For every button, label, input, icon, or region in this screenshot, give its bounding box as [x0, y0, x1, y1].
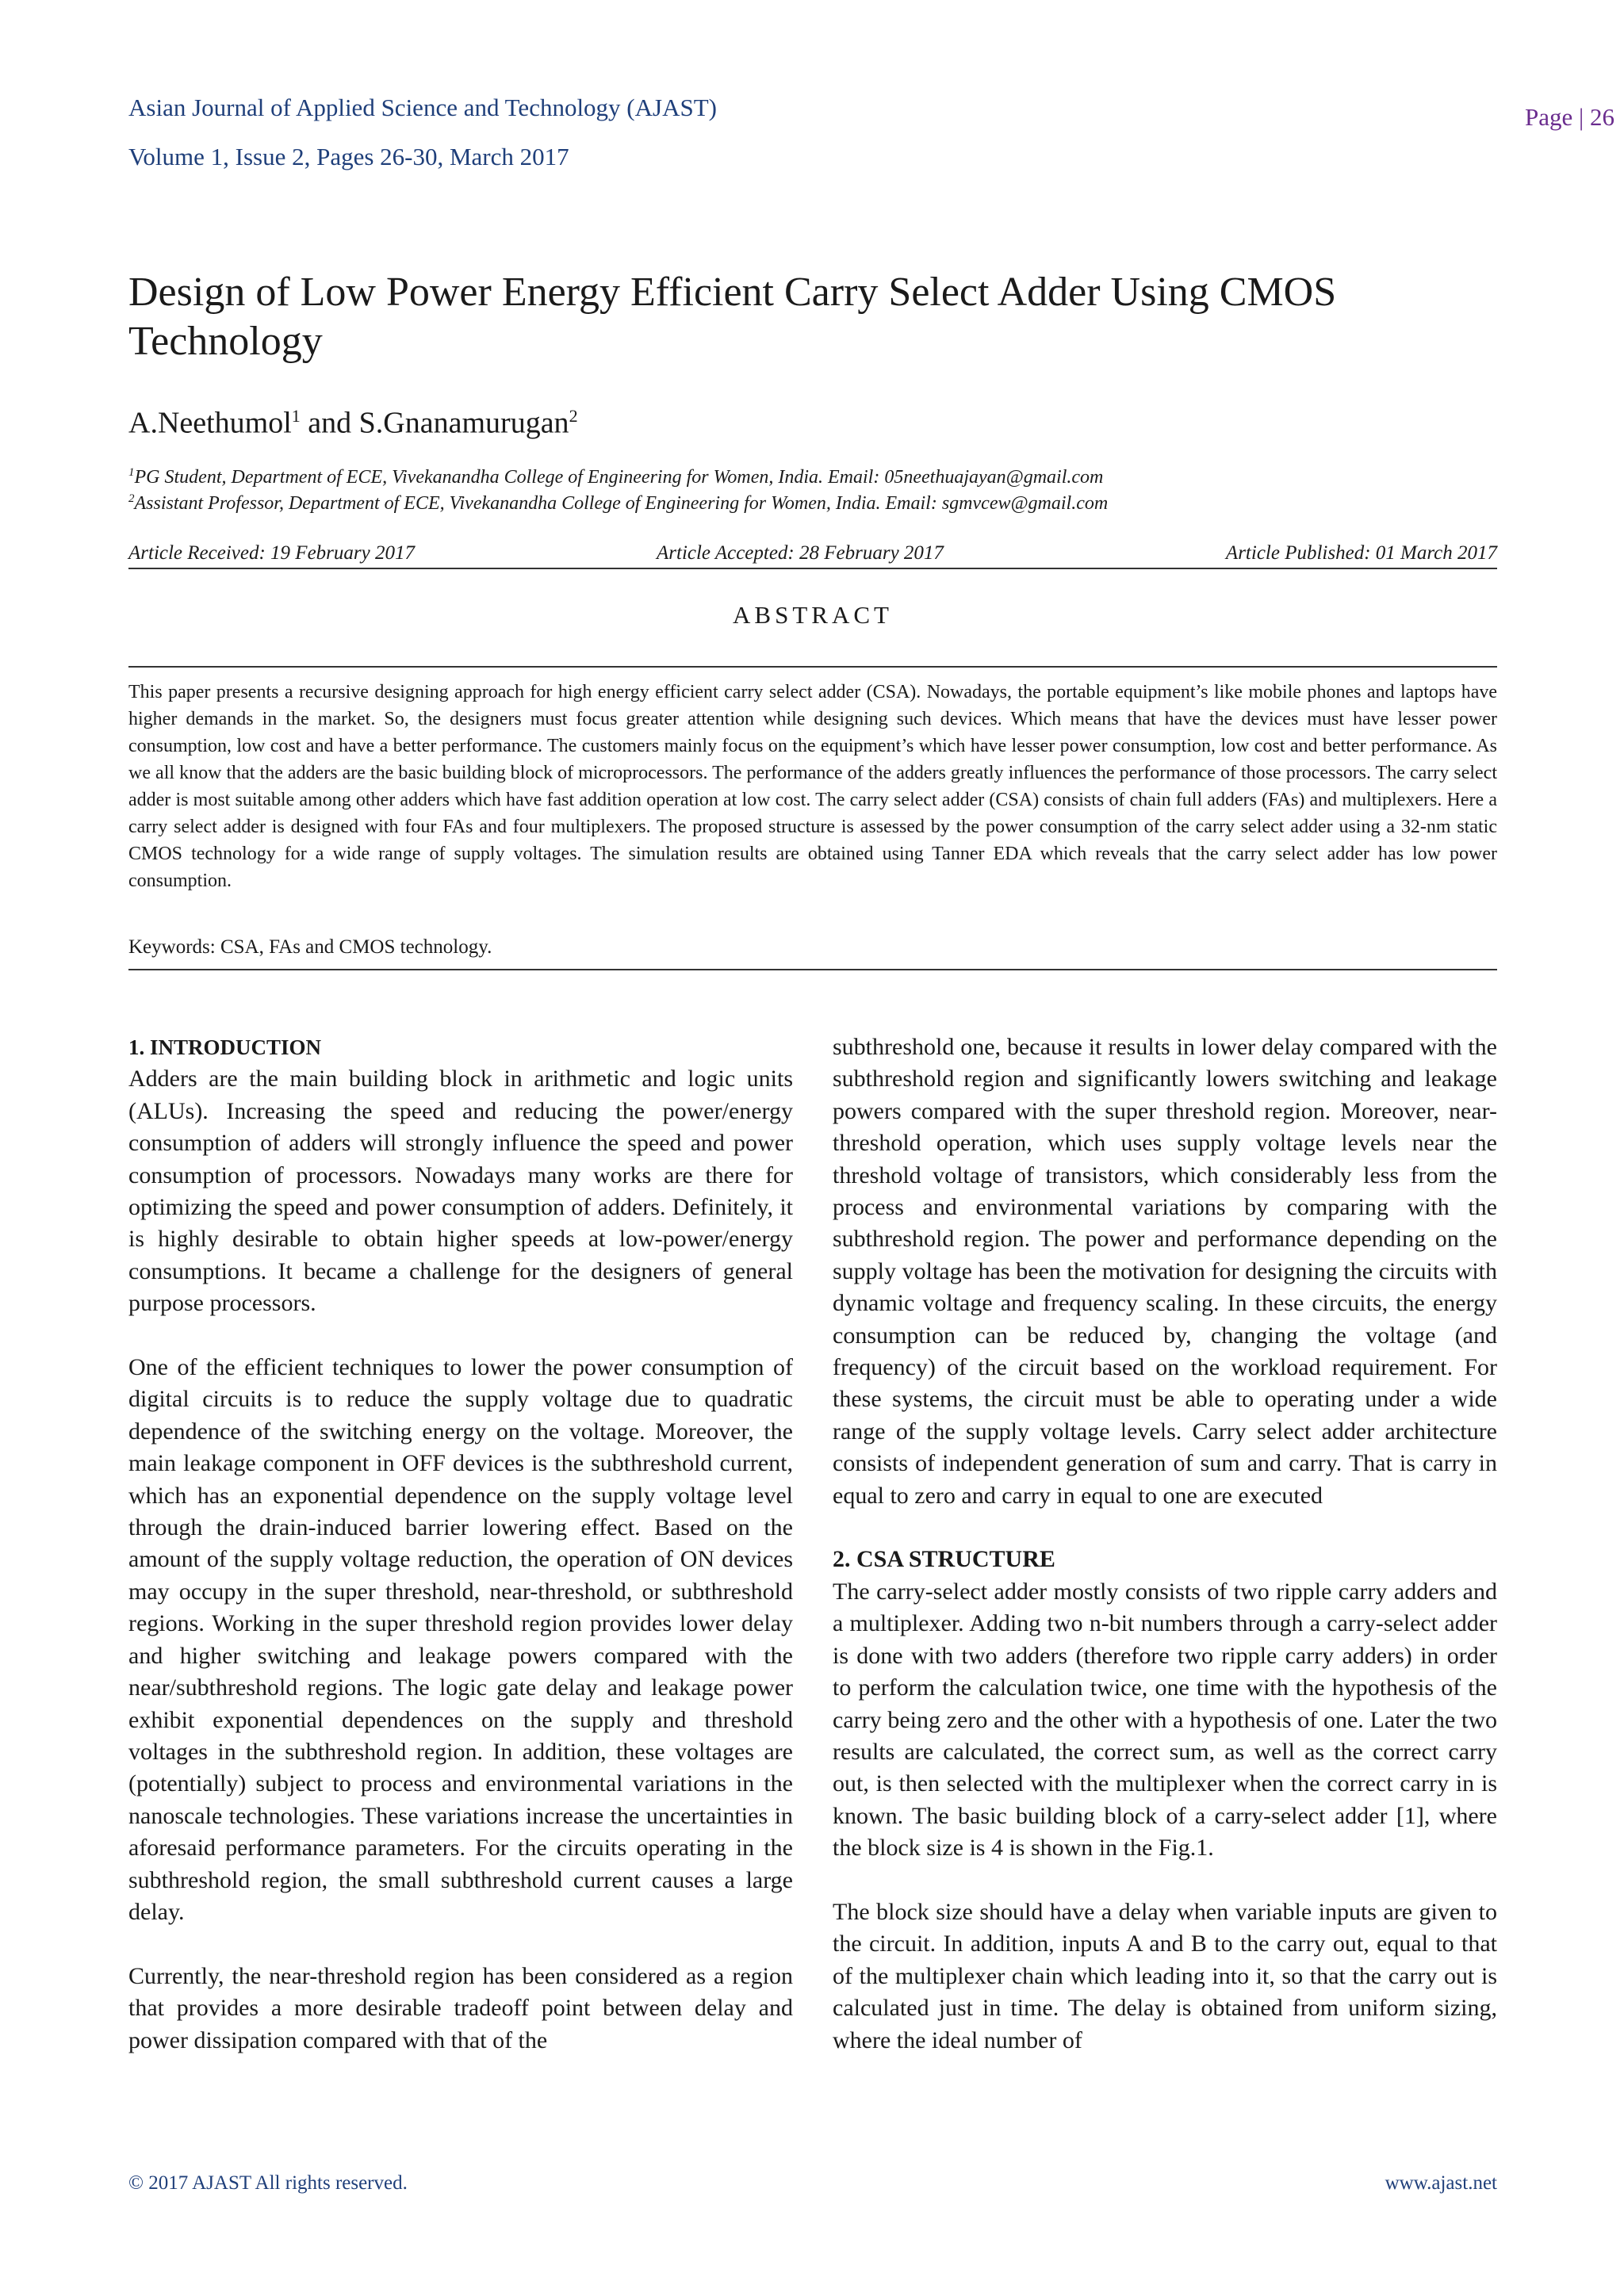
- journal-name: Asian Journal of Applied Science and Technology (AJAST): [128, 94, 717, 121]
- affiliation-2: [128, 486, 1108, 516]
- keywords: Keywords: CSA, FAs and CMOS technology.: [128, 936, 492, 958]
- date-published: Article Published: 01 March 2017: [1225, 542, 1497, 564]
- author-line: [128, 398, 578, 442]
- author-1-affiliation-mark: 1: [291, 406, 301, 426]
- affiliation-2-mark: 2: [128, 492, 135, 505]
- journal-volume: Volume 1, Issue 2, Pages 26-30, March 2017: [128, 143, 569, 170]
- affiliation-1-mark: 1: [128, 466, 135, 479]
- footer-copyright: © 2017 AJAST All rights reserved.: [128, 2172, 408, 2194]
- paper-title: Design of Low Power Energy Efficient Carry Select Adder Using CMOS Technology: [128, 270, 1337, 364]
- abstract-heading: ABSTRACT: [733, 601, 893, 629]
- article-dates: [128, 539, 1497, 569]
- author-2: S.Gnanamurugan: [358, 406, 569, 440]
- abstract-text: This paper presents a recursive designing approach for high energy efficient carry select adder (CSA). Nowadays, the portable equipment’s like mobile phones and laptops have higher demands in the market. So, the designers must focus greater attention while designing such devices. Which means that have the devices must have lesser power consumption, low cost and have a better performance. The customers mainly focus on the equipment’s which have lesser power consumption, low cost and better performance. As we all know that the adders are the basic building block of microprocessors. The performance of the adders greatly influences the performance of those processors. The carry select adder is most suitable among other adders which have fast addition operation at low cost. The carry select adder (CSA) consists of chain full adders (FAs) and multiplexers. Here a carry select adder is designed with four FAs and four multiplexers. The proposed structure is assessed by the power consumption of the carry select adder using a 32-nm static CMOS technology for a wide range of supply voltages. The simulation results are obtained using Tanner EDA which reveals that the carry select adder has low power consumption.: [128, 682, 1497, 891]
- section-2-heading: 2. CSA STRUCTURE: [833, 1546, 1055, 1573]
- footer-website: www.ajast.net: [1385, 2172, 1497, 2194]
- right-column: [833, 1031, 1497, 2057]
- date-accepted: Article Accepted: 28 February 2017: [657, 542, 944, 564]
- abstract-top-rule: [128, 666, 1497, 668]
- author-1: A.Neethumol: [128, 406, 292, 440]
- paragraph: The carry-select adder mostly consists of two ripple carry adders and a multiplexer. Adding two n-bit numbers through a carry-select adder is done with two adders (therefore two ripple carry adders) in order to perform the calculation twice, one time with the hypothesis of the carry being zero and the other with a hypothesis of one. Later the two results are calculated, the correct sum, as well as the correct carry out, is then selected with the multiplexer when the correct carry in is known. The basic building block of a carry-select adder [1], where the block size is 4 is shown in the Fig.1.: [833, 1578, 1497, 1862]
- paragraph: One of the efficient techniques to lower the power consumption of digital circuits is to reduce the supply voltage due to quadratic dependence of the switching energy on the voltage. Moreover, the main leakage component in OFF devices is the subthreshold current, which has an exponential dependence on the supply voltage level through the drain-induced barrier lowering effect. Based on the amount of the supply voltage reduction, the operation of ON devices may occupy in the super threshold, near-threshold, or subthreshold regions. Working in the super threshold region provides lower delay and higher switching and leakage powers compared with the near/subthreshold regions. The logic gate delay and leakage power exhibit exponential dependences on the supply and threshold voltages in the subthreshold region. In addition, these voltages are (potentially) subject to process and environmental variations in the nanoscale technologies. These variations increase the uncertainties in aforesaid performance parameters. For the circuits operating in the subthreshold region, the small subthreshold current causes a large delay.: [128, 1354, 793, 1925]
- page-number-value: 26: [1590, 103, 1614, 131]
- left-column: [128, 1031, 793, 2057]
- date-received: Article Received: 19 February 2017: [128, 542, 415, 564]
- page-label: Page: [1525, 103, 1573, 131]
- section-1-heading: 1. INTRODUCTION: [128, 1035, 322, 1059]
- affiliation-1-text: PG Student, Department of ECE, Vivekanandha College of Engineering for Women, India. Email: 05neethuajayan@gmail.com: [134, 467, 1104, 488]
- author-conjunction: and: [300, 406, 359, 440]
- paragraph: Currently, the near-threshold region has been considered as a region that provides a more desirable tradeoff point between delay and power dissipation compared with that of the: [128, 1962, 793, 2053]
- page-separator: |: [1579, 103, 1584, 131]
- affiliation-2-text: Assistant Professor, Department of ECE, Vivekanandha College of Engineering for Women, India. Email: sgmvcew@gmail.com: [134, 493, 1109, 514]
- page-number: [1525, 101, 1614, 133]
- paragraph: subthreshold one, because it results in lower delay compared with the subthreshold region and significantly lowers switching and leakage powers compared with the super threshold region. Moreover, near-threshold operation, which uses supply voltage levels near the threshold voltage of transistors, which considerably less from the process and environmental variations by comparing with the subthreshold region. The power and performance depending on the supply voltage has been the motivation for designing the circuits with dynamic voltage and frequency scaling. In these circuits, the energy consumption can be reduced by, changing the voltage (and frequency) of the circuit based on the workload requirement. For these systems, the circuit must be able to operating under a wide range of the supply voltage levels. Carry select adder architecture consists of independent generation of sum and carry. That is carry in equal to zero and carry in equal to one are executed: [833, 1034, 1497, 1509]
- author-2-affiliation-mark: 2: [569, 406, 578, 426]
- abstract-bottom-rule: [128, 969, 1497, 970]
- paragraph: Adders are the main building block in arithmetic and logic units (ALUs). Increasing the speed and reducing the power/energy consumption of adders will strongly influence the speed and power consumption of processors. Nowadays many works are there for optimizing the speed and power consumption of adders. Definitely, it is highly desirable to obtain higher speeds at low-power/energy consumptions. It became a challenge for the designers of general purpose processors.: [128, 1066, 793, 1317]
- paragraph: The block size should have a delay when variable inputs are given to the circuit. In addition, inputs A and B to the carry out, equal to that of the multiplexer chain which leading into it, so that the carry out is calculated just in time. The delay is obtained from uniform sizing, where the ideal number of: [833, 1898, 1497, 2053]
